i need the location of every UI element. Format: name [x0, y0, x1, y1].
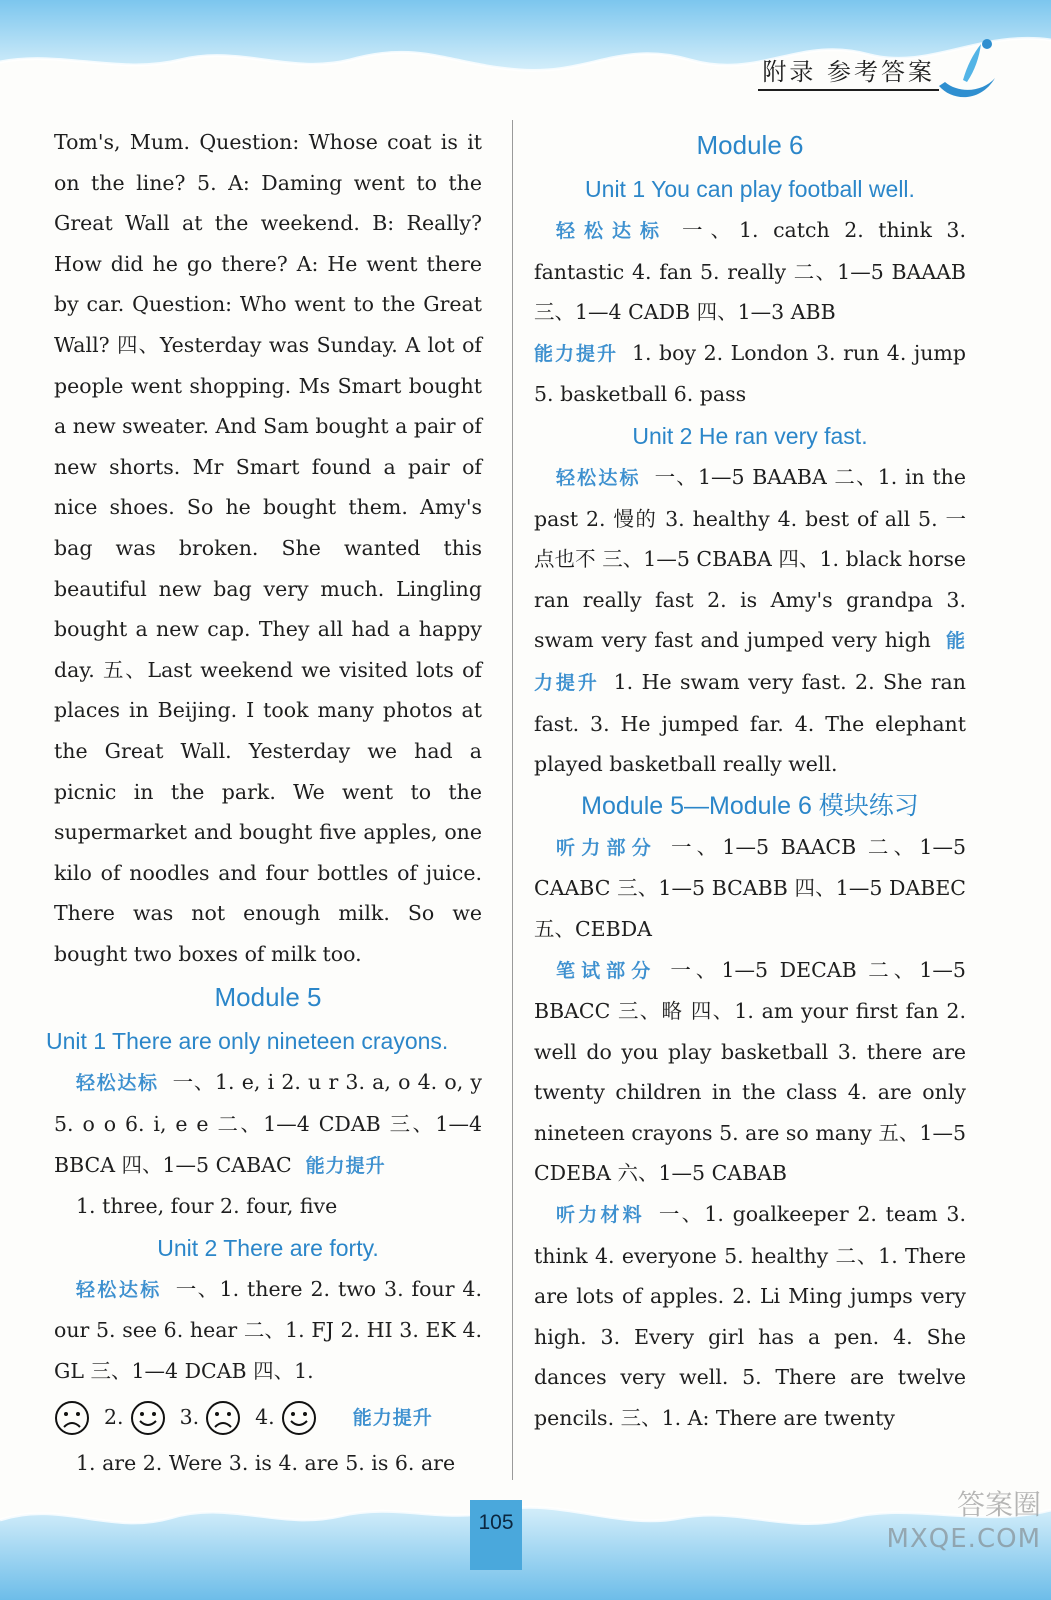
answer-text: 一、1. there 2. two 3. four 4. our 5. see 6. hear 二、1. FJ 2. HI 3. EK 4. GL 三、1—4 DCAB 四、1. [54, 1276, 482, 1384]
module6-unit1-answers-b [534, 333, 966, 415]
watermark [887, 1488, 1041, 1556]
module6-unit1-answers-a [534, 210, 966, 333]
left-column [46, 122, 483, 1483]
practice-written-answers [534, 950, 966, 1195]
module5-unit2-answers-a [54, 1269, 482, 1392]
right-column [534, 122, 966, 1439]
tag-listening-material: 听力材料 [556, 1204, 645, 1227]
answer-text: 一、1. e, i 2. u r 3. a, o 4. o, y 5. o o 6. i, e e 二、1—4 CDAB 三、1—4 BBCA 四、1—5 CABAC [54, 1070, 482, 1177]
answer-text: 1. He swam very fast. 2. She ran fast. 3. He jumped far. 4. The elephant played basketball really well. [534, 669, 966, 777]
module6-unit2-answers-a [534, 457, 966, 785]
happy-face-icon [130, 1400, 166, 1436]
face-answers-row [54, 1392, 482, 1443]
face-number: 3. [179, 1404, 200, 1429]
answer-text: 一、1—5 DECAB 二、1—5 BBACC 三、略 四、1. am your first fan 2. well do you play basketball 3. there are twenty children in the class 4. are only nineteen crayons 5. are so many 五、1—5 CDEBA 六、1—5 CABAB [534, 957, 966, 1186]
module5-title: Module 5 [214, 982, 322, 1013]
practice-listening-script [534, 1194, 966, 1439]
page-number: 105 [470, 1500, 522, 1570]
face-number: 2. [104, 1404, 124, 1429]
answer-text: 一、1. catch 2. think 3. fantastic 4. fan 5. really 二、1—5 BAAAB 三、1—4 CADB 四、1—3 ABB [534, 218, 966, 325]
column-divider [512, 120, 513, 1480]
answer-text: 1. three, four 2. four, five [76, 1194, 338, 1219]
module5-unit1-title: Unit 1 There are only nineteen crayons. [46, 1028, 449, 1055]
listening-script-paragraph: Tom's, Mum. Question: Whose coat is it on the line? 5. A: Daming went to the Great Wall at the weekend. B: Really? How did he go there? A: He went there by car. Question: Who went to the Great Wall? 四、Yesterday was Sunday. A lot of people went shopping. Ms Smart bought a new sweater. And Sam bought a pair of new shorts. Mr Smart found a pair of nice shoes. So he bought them. Amy's bag was broken. She wanted this beautiful new bag very much. Lingling bought a new cap. They all had a happy day. 五、Last weekend we visited lots of places in Beijing. I took many photos at the Great Wall. Yesterday we had a picnic in the park. We went to the supermarket and bought five apples, one kilo of noodles and four bottles of juice. There was not enough milk. So we bought two boxes of milk too. [54, 130, 483, 966]
tag-easy: 轻松达标 [76, 1072, 159, 1095]
tag-advanced: 能力提升 [534, 342, 618, 365]
watermark-line2: MXQE.COM [886, 1524, 1041, 1554]
swoosh-logo-icon [933, 36, 1003, 106]
sad-face-icon [205, 1400, 241, 1436]
module6-title: Module 6 [696, 130, 804, 160]
face-number: 4. [255, 1404, 275, 1429]
module5-unit2-answers-b [54, 1443, 482, 1484]
header-label: 附录 参考答案 [758, 52, 939, 91]
practice-listening-answers [534, 827, 966, 950]
answer-text: 1. are 2. Were 3. is 4. are 5. is 6. are [76, 1450, 456, 1475]
watermark-line1: 答案圈 [956, 1488, 1041, 1521]
practice-title: Module 5—Module 6 模块练习 [581, 791, 919, 820]
module5-unit1-answers-a [54, 1062, 482, 1186]
tag-listening: 听力部分 [556, 836, 657, 859]
module6-unit2-title: Unit 2 He ran very fast. [632, 422, 868, 449]
tag-advanced: 能力提升 [305, 1154, 386, 1177]
answer-text: 一、1—5 BAACB 二、1—5 CAABC 三、1—5 BCABB 四、1—5 DABEC 五、CEBDA [534, 834, 966, 941]
tag-easy: 轻松达标 [556, 466, 641, 489]
answer-text: 一、1—5 BAABA 二、1. in the past 2. 慢的 3. healthy 4. best of all 5. 一点也不 三、1—5 CBABA 四、1. black horse ran really fast 2. is Amy's grandpa 3. swam very fast and jumped very high [534, 464, 966, 653]
answer-text: 一、1. goalkeeper 2. team 3. think 4. everyone 5. healthy 二、1. There are lots of apples. 2. Li Ming jumps very high. 3. Every girl has a pen. 4. She dances very well. 5. There are twelve pencils. 三、1. A: There are twenty [534, 1202, 966, 1431]
happy-face-icon [281, 1400, 317, 1436]
sad-face-icon [54, 1400, 90, 1436]
answer-text: 1. boy 2. London 3. run 4. jump 5. basketball 6. pass [534, 340, 966, 407]
module6-unit1-title: Unit 1 You can play football well. [585, 176, 915, 202]
tag-advanced: 能力提升 [534, 630, 966, 694]
tag-written: 笔试部分 [556, 959, 657, 982]
module5-unit2-title: Unit 2 There are forty. [157, 1234, 379, 1261]
tag-advanced: 能力提升 [352, 1406, 433, 1429]
tag-easy: 轻松达标 [76, 1278, 162, 1301]
tag-easy: 轻松达标 [556, 220, 668, 242]
module5-unit1-answers-b [54, 1186, 482, 1227]
